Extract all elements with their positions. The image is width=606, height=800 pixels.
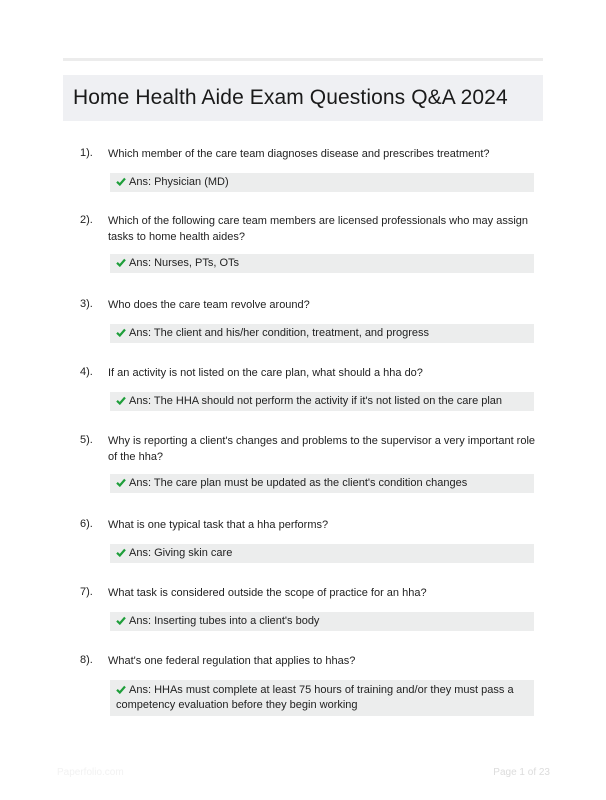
check-icon [116, 258, 126, 267]
qa-item [80, 364, 536, 411]
answer-box [110, 544, 534, 563]
question-number: 3). [80, 298, 93, 310]
check-icon [116, 685, 126, 694]
check-icon [116, 478, 126, 487]
answer-text: Ans: Physician (MD) [129, 176, 229, 188]
question-number: 4). [80, 366, 93, 378]
question-text: What task is considered outside the scope of practice for an hha? [108, 587, 427, 599]
question-number: 1). [80, 147, 93, 159]
question-text: If an activity is not listed on the care plan, what should a hha do? [108, 367, 423, 379]
answer-text: Ans: The HHA should not perform the activity if it's not listed on the care plan [129, 395, 503, 407]
check-icon [116, 548, 126, 557]
question-text: What is one typical task that a hha performs? [108, 519, 329, 531]
check-icon [116, 328, 126, 337]
qa-item [80, 296, 536, 343]
answer-box [110, 474, 534, 493]
answer-box [110, 680, 534, 716]
qa-item [80, 145, 536, 192]
question-number: 5). [80, 434, 93, 446]
question-text: Who does the care team revolve around? [108, 299, 310, 311]
question-number: 6). [80, 518, 93, 530]
answer-box [110, 392, 534, 411]
qa-item [80, 584, 536, 631]
top-divider [63, 58, 543, 61]
question-text: What's one federal regulation that applies to hhas? [108, 655, 356, 667]
question-text: Which member of the care team diagnoses disease and prescribes treatment? [108, 148, 490, 160]
question-number: 7). [80, 586, 93, 598]
answer-text: Ans: The care plan must be updated as the client's condition changes [129, 477, 468, 489]
title-banner [63, 75, 543, 121]
check-icon [116, 396, 126, 405]
question-number: 2). [80, 214, 93, 226]
footer-watermark: Paperfolio.com [57, 767, 124, 778]
page-indicator: Page 1 of 23 [493, 767, 550, 778]
question-text: Which of the following care team members are licensed professionals who may assign tasks to home health aides? [108, 215, 529, 243]
answer-text: Ans: Giving skin care [129, 547, 233, 559]
qa-item [80, 516, 536, 563]
answer-text: Ans: Nurses, PTs, OTs [129, 257, 240, 269]
question-number: 8). [80, 654, 93, 666]
answer-text: Ans: HHAs must complete at least 75 hours of training and/or they must pass a competency evaluation before they begin working [116, 684, 514, 711]
check-icon [116, 177, 126, 186]
qa-item [80, 432, 536, 493]
page-title: Home Health Aide Exam Questions Q&A 2024 [73, 86, 508, 109]
answer-box [110, 324, 534, 343]
answer-box [110, 173, 534, 192]
answer-text: Ans: Inserting tubes into a client's body [129, 615, 320, 627]
qa-item [80, 212, 536, 273]
qa-item [80, 652, 536, 716]
answer-box [110, 612, 534, 631]
answer-box [110, 254, 534, 273]
question-text: Why is reporting a client's changes and problems to the supervisor a very important role of the hha? [108, 435, 536, 463]
check-icon [116, 616, 126, 625]
answer-text: Ans: The client and his/her condition, treatment, and progress [129, 327, 430, 339]
